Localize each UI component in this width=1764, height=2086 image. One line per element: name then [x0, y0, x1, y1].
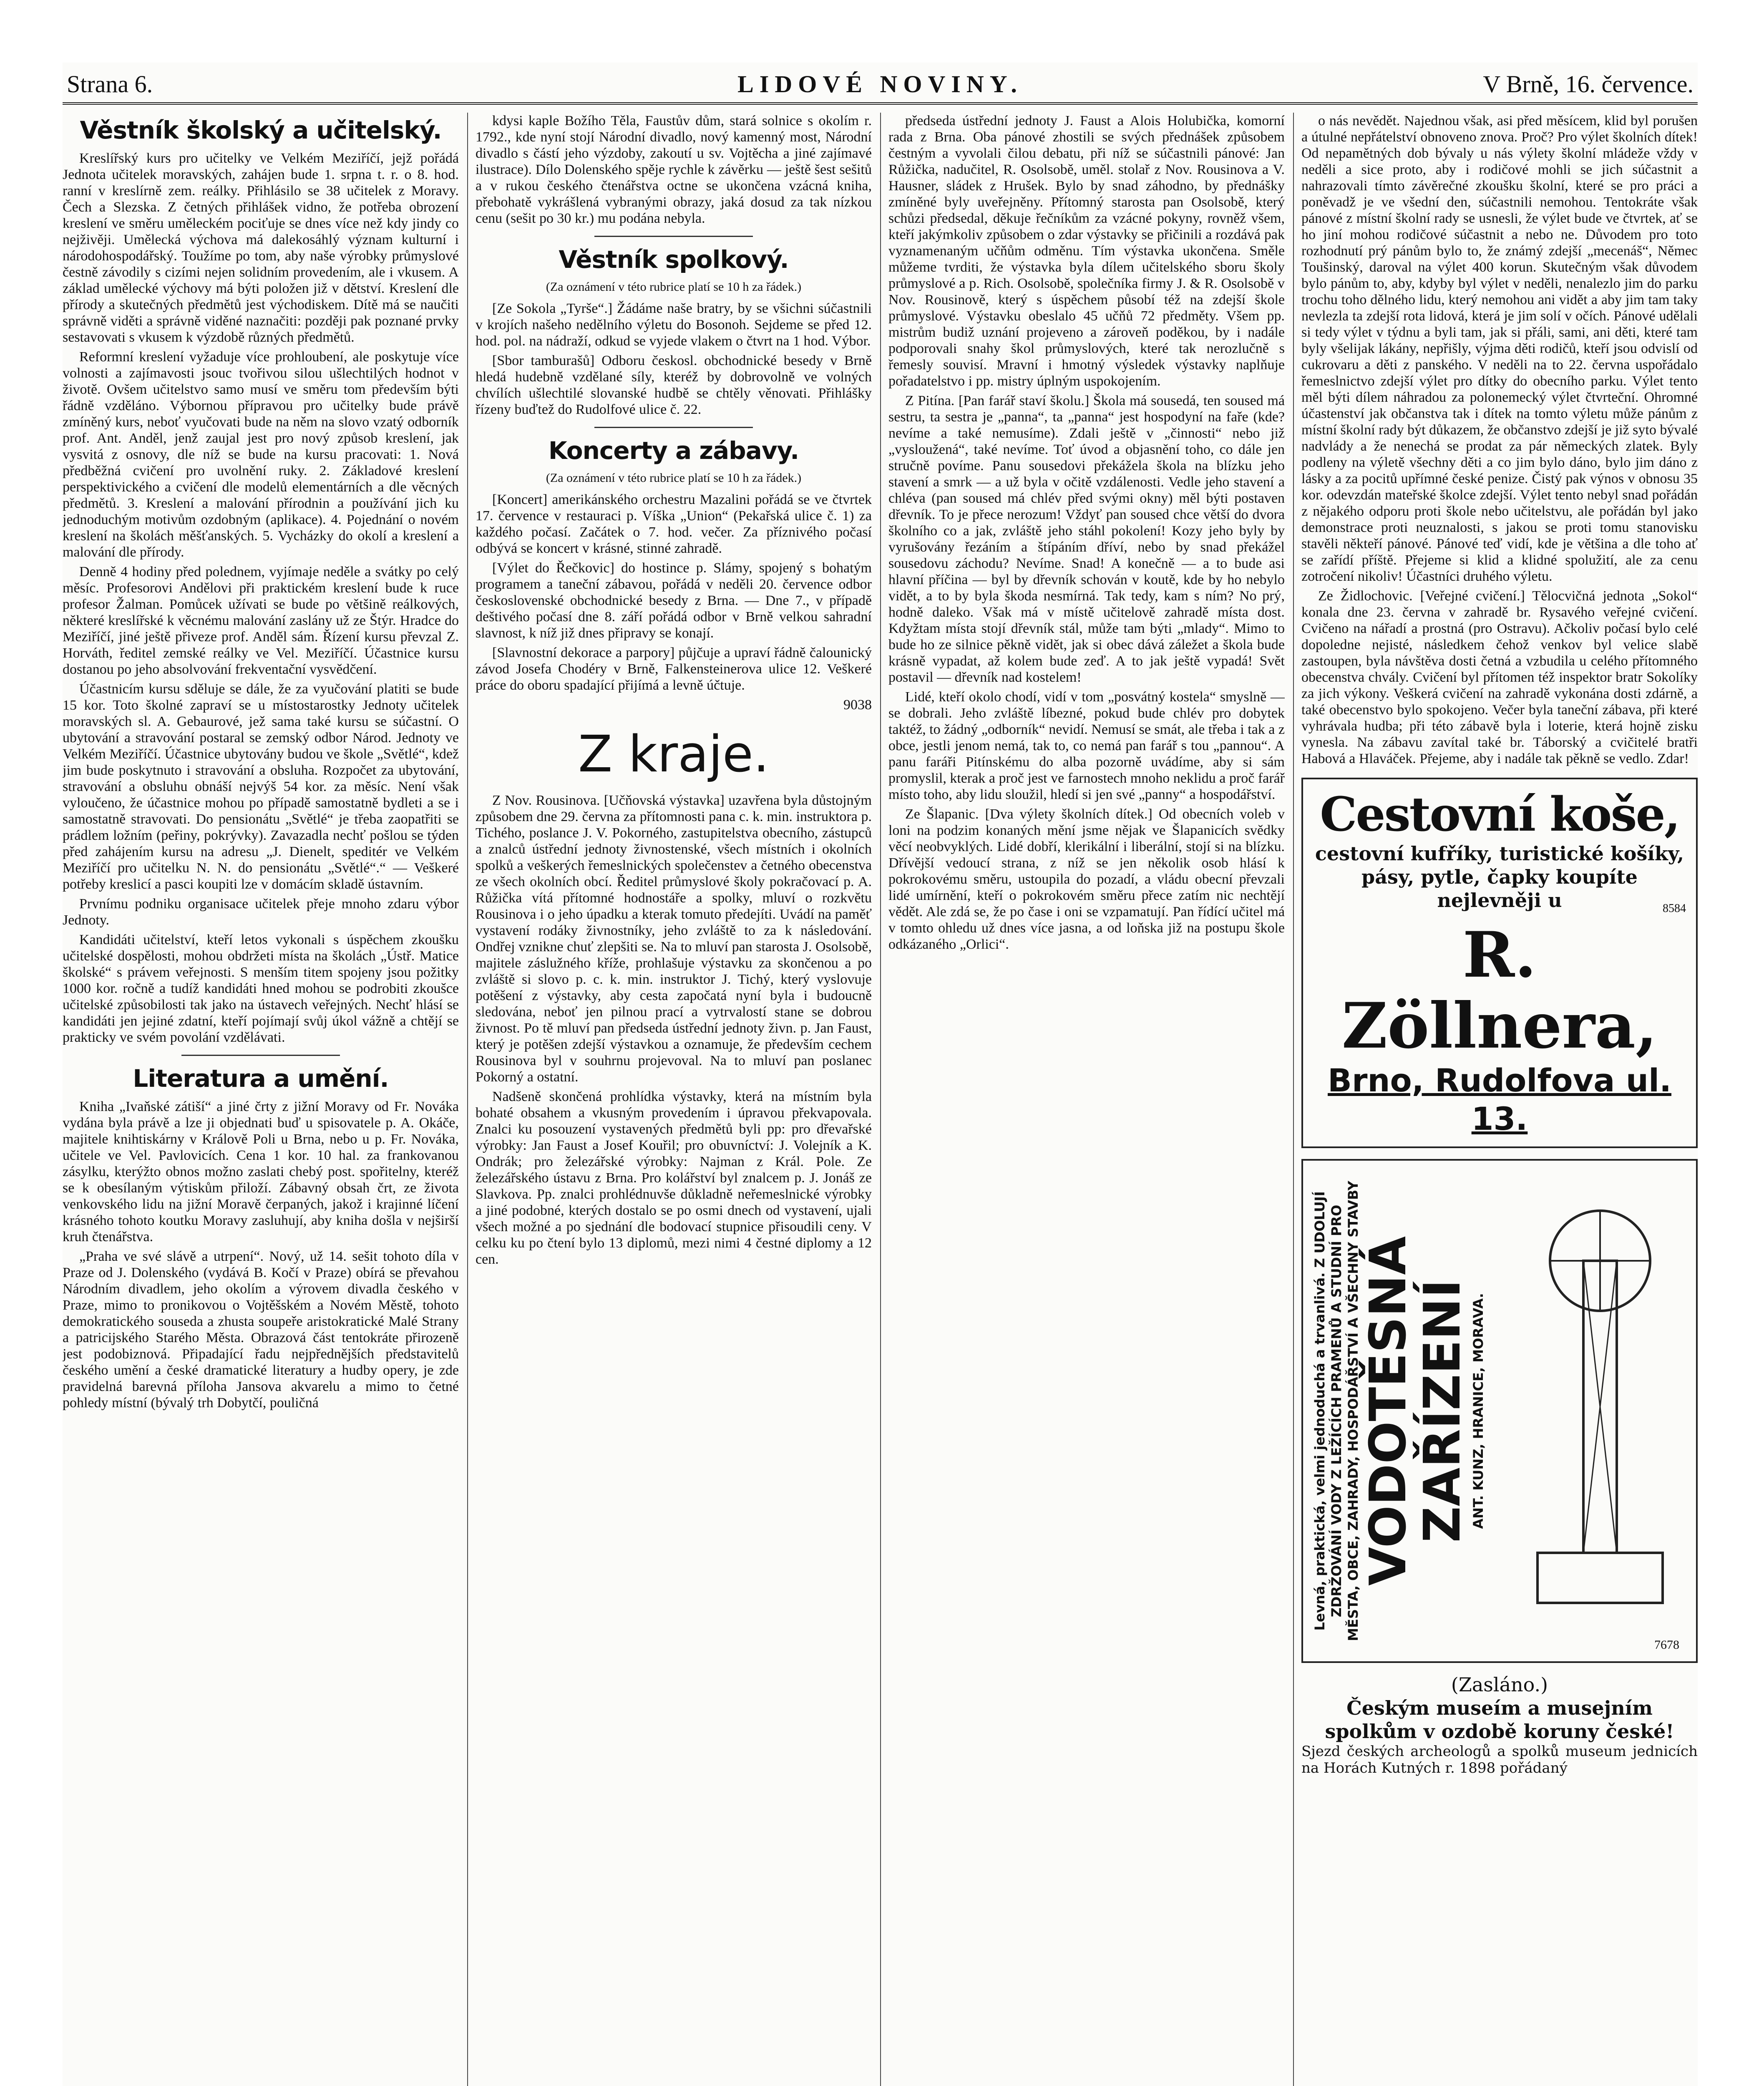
article-paragraph: [Slavnostní dekorace a parpory] půjčuje a upraví řádně čalounický závod Josefa Chodéry v Brně, Falkensteinerova ulice 12. Veškeré práce do oboru spadající přijímá a levně účtuje. [476, 645, 872, 693]
advertisement-waterproof [1301, 1159, 1698, 1663]
ad-brand: R. Zöllnera, [1341, 918, 1658, 1063]
article-paragraph: „Praha ve své slávě a utrpení“. Nový, už 14. sešit tohoto díla v Praze od J. Dolenského (vydává B. Kočí v Praze) obírá se převahou Národním divadlem, jeho okolím a výrovem divadla českého v Praze, mimo to pronikovou o Vojtěšském a Novém Městě, tohoto demokratického souseda a zhusta soupeře aristokratické Malé Strany a patricijského Starého Města. Obrazová část tentokráte přirozeně jest podobiznová. Připadající řadu nejpřednějších představitelů českého umění a české dramatické literatury a hudby opery, je zde pravidelná barevná příloha Jansova akvarelu a mimo to četné pohledy místní (bývalý trh Dobytčí, pouličná [63, 1249, 459, 1411]
article-paragraph: [Sbor tamburašů] Odboru českosl. obchodnické besedy v Brně hledá hudebně vzdělané síly, kteréž by dobrovolně ve volných chvílích ušlechtilé slovanské hudbě se chtěly věnovati. Přihlášky řízeny buďtež do Rudolfové ulice č. 22. [476, 353, 872, 417]
page-header [63, 63, 1698, 105]
separator [594, 427, 753, 428]
article-paragraph: Lidé, kteří okolo chodí, vidí v tom „posvátný kostela“ smyslně — se dobrali. Jeho zvláště líbezné, pokud bude chlév pro dobytek taktéž, to žádný „odborník“ nevidí. Nemusí se smát, ale třeba i tak a z obce, jestli jenom nemá, tak to, co nemá pan farář s tou „pannou“. A panu faráři Pitínskému do alba pozorně uvádíme, aby si sám promyslil, kterak a proč jest ve farnostech mnoho neklidu a proč farář místo toho, aby lidu sloužil, hledí si jen své „panny“ a hospodářství. [888, 689, 1285, 802]
section-note: (Za oznámení v této rubrice platí se 10 h za řádek.) [546, 280, 802, 294]
column-rule [1293, 113, 1294, 2086]
article-paragraph: Kniha „Ivaňské zátiší“ a jiné črty z jižní Moravy od Fr. Nováka vydána byla právě a lze ji objednati buď u spisovatele p. A. Okáče, majitele knihtiskárny v Králově Poli u Brna, nebo u p. Fr. Nováka, učitele ve Vel. Pavlovicích. Cena 1 kor. 10 hal. za frankovanou zásylku, kterýžto obnos možno zaslati chebý post. spořitelny, kteréž se k obesílaným výtiskům přiloží. Zábavný obsah črt, ze života venkovského lidu na jižní Moravě čerpaných, jakož i krajinné líčení krásného tohoto koutku Moravy zasluhují, aby kniha došla v nejširší kruh čtenářstva. [63, 1099, 459, 1245]
article-paragraph: Kreslířský kurs pro učitelky ve Velkém Meziříčí, jejž pořádá Jednota učitelek moravských, zahájen bude 1. srpna t. r. o 8. hod. ranní v kreslírně zem. reálky. Přihlásilo se 38 učitelek z Moravy. Čech a Slezska. Z četných přihlášek vidno, že potřeba obrození kreslení ve směru uměleckém pociťuje se dnes více než kdy jindy co nejživěji. Umělecká výchova má dalekosáhlý význam kulturní i národohospodářský. Toužíme po tom, aby naše výrobky průmyslové čestně závodily s cizími nejen solidním provedením, ale i vkusem. A základ umělecké výchovy má býti položen již v dětství. Kreslení dle přírody a skutečných předmětů jest východiskem. Dítě má se naučiti správně viděti a správně viděné naznačiti: později pak poznané prvky sestavovati s vkusem k výzdobě různých předmětů. [63, 151, 459, 345]
ad-code: 7678 [1654, 1638, 1679, 1652]
windmill-illustration [1512, 1177, 1688, 1636]
column-4 [1301, 113, 1698, 2086]
issue-date: V Brně, 16. července. [1483, 71, 1694, 98]
notice-label: (Zasláno.) [1451, 1673, 1548, 1696]
ad-title: Cestovní koše, [1320, 787, 1679, 842]
article-paragraph: Z Pitína. [Pan farář staví školu.] Škola má sousedá, ten soused má sestru, ta sestra je „panna“, ta „panna“ jest hospodyní na faře (kde? nevíme a také nemusíme). Zdali ještě v „činnosti“ nebo již „vysloužená“, také nevíme. Toť úvod a objasnění toho, co dále jen stručně povíme. Panu sousedovi překážela škola na blízku jeho stavení a smrk — a už byla v očitě vzdálenosti. Vedle jeho stavení a chléva (pan soused má chlév před svými okny) měl býti postaven dřevník. To je přece nerozum! Vždyť pan soused chce větší do dvora školního co a jak, zvláště jeho stáhl pokolení! Kozy jeho byly by vyrušovány řezáním a štípáním dříví, nebo by snad překážel sousedovu záchodu? Nevíme. Snad! A konečně — a to bude asi hlavní příčina — byl by dřevník schován v koutě, kde by ho nebylo vidět, a to by byla škoda nesmírná. Tak tedy, kam s ním? No prý, hodně daleko. Však má v místě učitelově zahradě místa dost. Kdyžtam místa stojí dřevník stál, může tam býti „mlady“. Mimo to bude ho ze silnice pěkně vidět, jak si obec dává záležet a škola bude krásně vypadat, až kolem bude zeď. A to jak ještě vypadá! Svět postavil — dřevník nad kostelem! [888, 393, 1285, 685]
section-title-region: Z kraje. [578, 726, 770, 784]
newspaper-title: LIDOVÉ NOVINY. [737, 71, 1023, 98]
page-number: Strana 6. [67, 71, 153, 98]
ad-vertical-text [1311, 1177, 1487, 1645]
ad-code: 9038 [843, 697, 872, 713]
article-paragraph: Ze Šlapanic. [Dva výlety školních dítek.] Od obecních voleb v loni na podzim konaných mění jsme nějak ve Šlapanicích svědky věcí neobvyklých. Lidé dobří, klerikální i liberální, stojí si na blízku. Dřívější vedoucí strana, z níž se jen několik osob hlásí k pokrokovému směru, ustoupila do pozadí, a vládu obecní převzali lidé umírnění, kteří o pokrokovém směru přece zatím nic nechtějí vědět. Ale zdá se, že po čase i oni se vzpamatují. Pan řídící učitel má v tomto ohledu už dnes více jasna, a od loňska již na postupu škole odkázaného „Orlici“. [888, 806, 1285, 952]
article-paragraph: předseda ústřední jednoty J. Faust a Alois Holubička, komorní rada z Brna. Oba pánové zhostili se svých přednášek způsobem čestným a vyvolali čilou debatu, při níž se súčastnili pánové: Jan Růžička, nadučitel, R. Osolsobě, uměl. stolař z Nov. Rousinova a V. Hausner, sládek z Hrušek. Bylo by snad záhodno, by přednášky zmíněné byly uveřejněny. Přítomný starosta pan Osolsobě, který schůzi předsedal, děkuje řečníkům za vzácné pokyny, rovněž všem, kteří jakýmkoliv způsobem o zdar výstavky se přičinili a rozdává pak vyznamenaným učňům odměnu. Tím výstavka ukončena. Směle můžeme tvrditi, že výstavka byla dílem učitelského sboru školy průmyslové a p. Rich. Osolsobě, společníka firmy J. & R. Osolsobě v Nov. Rousinově, který s úspěchem působí též na zdejší škole průmyslové. Výstavku obeslalo 45 učňů 72 předměty. Všem pp. mistrům budiž uznání projeveno a zároveň poděkou, by i nadále podporovali snahy škol průmyslových, které tak nerozlučně s řemesly souvisí. Mravní i hmotný výsledek výstavky naplňuje pořadatelstvo i pp. mistry úplným uspokojením. [888, 113, 1285, 389]
column-3 [888, 113, 1285, 2086]
article-paragraph: Nadšeně skončená prohlídka výstavky, která na místním byla bohaté obsahem a vkusným provedením i úpravou překvapovala. Znalci ku posouzení vystavených předmětů byli pp: pro dřevařské výrobky: Jan Faust a Josef Kouřil; pro obuvníctví: J. Volejník a K. Ondrák; pro železářské výrobky: Najman z Král. Pole. Ze železářského ústavu z Brna. Pro kolářství byl znalcem p. J. Jonáš ze Slavkova. Pp. znalci prohlédnuvše důkladně neřemeslnické výrobky a jiné podobné, kterých dostalo se po osmi dnech od vystavení, ujali všech možné a po sjednání dle bodovací stupnice přisoudili ceny. V celku ku po čtení bylo 13 diplomů, mezi nimi 4 čestné diplomy a 12 cen. [476, 1089, 872, 1267]
article-paragraph: Kandidáti učitelství, kteří letos vykonali s úspěchem zkoušku učitelské dospělosti, mohou obdržeti místa na školách „Ústř. Matice školské“ s právem veřejnosti. S menším titem spojeny jsou požitky 1000 kor. ročně a tudíž kandidáti hned mohou se podrobiti zkoušce učitelské způsobilosti tak jako na ústavech veřejných. Nechť hlásí se kandidáti jen jejiné zdatní, kteří pojímají svůj úkol vážně a chtějí se prakticky ve svém povolání vzdělávati. [63, 932, 459, 1045]
section-title-literature: Literatura a umění. [133, 1064, 389, 1093]
article-paragraph: Ze Židlochovic. [Veřejné cvičení.] Tělocvičná jednota „Sokol“ konala dne 23. června v zahradě br. Rysavého veřejné cvičení. Cvičeno na nářadí a prostná (pro Ostravu). Ačkoliv počasí bylo celé dopoledne nejisté, následkem čehož venkov byl velice slabě zastoupen, byla návštěva dosti četná a vzbudila u celého přítomného obecenstva chvály. Cvičení byl přítomen též inspektor bratr Sokolíky za jich výkony. Veškerá cvičení na zahradě vykonána dosti zdárně, a také obecenstvo bylo spokojeno. Večer byla taneční zábava, při které vyhrávala hudba; při této zábavě byla i loterie, která hojně zisku vynesla. Na zábavu zavítal také br. Táborský a cvičitelé bratři Habová a Hlaváček. Přejeme, aby i nadále tak pěkně se vedlo. Zdar! [1301, 588, 1698, 766]
notice-museum [1301, 1673, 1698, 1776]
article-paragraph: [Ze Sokola „Tyrše“.] Žádáme naše bratry, by se všichni súčastnili v krojích našeho nedělního výletu do Bosonoh. Sejdeme se před 12. hod. pol. na nádraží, odkud se vyjede vlakem o čtvrt na 1 hod. Výbor. [476, 301, 872, 349]
article-paragraph: Denně 4 hodiny před polednem, vyjímaje neděle a svátky po celý měsíc. Profesorovi Andělovi při praktickém kreslení bude k ruce profesor Žalman. Pomůcek užívati se bude po většině reálkových, některé kreslířské k věcnému malování zaslány už ze Štýr. Hradce do Meziříčí, jiné ještě přiveze prof. Anděl sám. Řízení kursu převzal Z. Horváth, ředitel zemské reálky ve Vel. Meziříčí. Účastnice kursu dostanou po jeho absolvování frekventační vysvědčení. [63, 564, 459, 677]
notice-text: Sjezd českých archeologů a spolků museum jednicích na Horách Kutných r. 1898 pořádaný [1301, 1743, 1698, 1776]
notice-title: Českým museím a musejním spolkům v ozdobě koruny české! [1325, 1697, 1674, 1743]
advertisement-travel-baskets [1301, 778, 1698, 1148]
article-paragraph: [Výlet do Řečkovic] do hostince p. Slámy, spojený s bohatým programem a taneční zábavou, pořádá v neděli 20. července odbor československé obchodnické besedy z Brna. — Dne 7., v případě deštivého počasí dne 8. září pořádá odbor v Brně velkou sahradní slavnost, k níž již dnes připravy se konají. [476, 560, 872, 641]
ad-firm: ANT. KUNZ, HRANICE, MORAVA. [1470, 1293, 1486, 1529]
section-title-clubs: Věstník spolkový. [559, 245, 789, 274]
article-paragraph: Účastnicím kursu sděluje se dále, že za vyučování platiti se bude 15 kor. Toto školné zapraví se u místostarostky Jednoty učitelek moravských sl. A. Gebaurové, jež sama také kursu se súčastní. O ubytování a stravování postaral se zemský odbor Národ. Jednoty ve Velkém Meziříčí. Účastnice ubytovány budou ve škole „Světlé“, kdež jim bude poskytnuto i stravování a obsluha. Rozpočet za ubytování, stravování a obsluhu obnáší nejvýš 54 kor. za měsíc. Není však vyloučeno, že účastnice mohou po případě samostatně bydleti a se i samostatně stravovati. Do pensionátu „Světlé“ je třeba zaopatřiti se prádlem ložním (peřiny, pokrývky). Zavazadla nechť pošlou se týden před zahájením kursu na adresu „J. Dienelt, speditér ve Velkém Meziříčí pro učitelku N. N. do pensionátu „Světlé“.“ — Veškeré potřeby kreslicí a pasci koupiti lze v domácím skladě ústavním. [63, 681, 459, 892]
ad-sub: Levná, praktická, velmi jednoduchá a trvanlivá. Z UDOLUJÍ ZDRŽOVÁNÍ VODY Z LEŽÍCÍCH PRAMENŮ A STUDNÍ PRO MĚSTA, OBCE, ZAHRADY, HOSPODÁŘSTVÍ A VŠECHNY STAVBY [1312, 1181, 1361, 1641]
separator [181, 1055, 340, 1056]
newspaper-page [63, 63, 1698, 2086]
ad-code: 8584 [1663, 902, 1686, 915]
column-rule [467, 113, 468, 2086]
ad-text: cestovní kufříky, turistické košíky, pásy, pytle, čapky koupíte nejlevněji u [1315, 842, 1684, 912]
column-2 [476, 113, 872, 2086]
separator [594, 236, 753, 237]
article-paragraph: [Koncert] amerikánského orchestru Mazalini pořádá se ve čtvrtek 17. července v restauraci p. Víška „Union“ (Pekařská ulice č. 1) za každého počasí. Začátek o 7. hod. večer. Za příznivého počasí odbývá se koncert v krásné, stinné zahradě. [476, 492, 872, 556]
section-title-concerts: Koncerty a zábavy. [548, 436, 799, 465]
article-paragraph: Prvnímu podniku organisace učitelek přeje mnoho zdaru výbor Jednoty. [63, 896, 459, 928]
section-note: (Za oznámení v této rubrice platí se 10 h za řádek.) [546, 471, 802, 485]
article-paragraph: Z Nov. Rousinova. [Učňovská výstavka] uzavřena byla důstojným způsobem dne 29. června za přítomnosti pana c. k. min. instruktora p. Tichého, poslance J. V. Pokorného, zastupitelstva obecního, zástupců a znalců ústřední jednoty živnostenské, všech místních i okolních spolků a veškerých řemeslnických společenstev a četného obecenstva ze všech okolních obcí. Ředitel průmyslové školy pokračovací p. A. Růžička vítá přítomné hodnostáře a spolky, mluví o rozkvětu Rousinova i o jeho úpadku a kterak tomuto předejíti. Uvádí na paměť vystavení rodáky živnostníky, jeho zvláště to za k následování. Ondřej vznikne chuť zlepšiti se. Na to mluví pan starosta J. Osolsobě, majitele záslužného kříže, prohlašuje výstavku za skončenou a po zvláště si slovo p. c. k. min. instruktor J. Tichý, který vyslovuje potěšení z výstavky, aby cesta započatá nyní byla i budoucně sledována, neboť jen pilnou prací a vytrvalostí stane se dobrou živnost. Po tě mluví pan předseda ústřední jednoty živn. p. Jan Faust, který je potěšen zdejší výstavkou a oznamuje, že především cechem Rousinova byl v souhrnu projevoval. Na to mluví pan poslanec Pokorný a ostatní. [476, 793, 872, 1085]
ad-address: Brno, Rudolfova ul. 13. [1328, 1062, 1671, 1137]
column-rule [880, 113, 881, 2086]
article-paragraph: Reformní kreslení vyžaduje více prohloubení, ale poskytuje více volnosti a zajímavosti jsouc tvořivou silou ušlechtilých hodnot v životě. Ovšem učitelstvo samo musí ve směru tom především býti řádně vzděláno. Výbornou přípravou pro učitelky bude právě zmíněný kurs, neboť vyučovati bude na něm na slovo vzatý odborník prof. Ant. Anděl, jenž zaujal jest pro nový způsob kreslení, jak vysvitá z osnovy, dle níž se bude na kursu pracovati: 1. Nová předběžná cvičení pro uvolnění ruky. 2. Základové kreslení perspektivického a cvičení dle modelů elementárních a dle věcných předmětů. 3. Kreslení a malování přírodnin a používání jich ku jednoduchým motivům ozdobným (aplikace). 4. Pojednání o novém kreslení na školách měšťanských. 5. Vycházky do okolí a kreslení a malování dle přírody. [63, 349, 459, 560]
article-paragraph: kdysi kaple Božího Těla, Faustův dům, stará solnice s okolím r. 1792., kde nyní stojí Národní divadlo, nový kamenný most, Národní divadlo s částí jeho výzdoby, zakoutí u sv. Vojtěcha a jiné zajímavé ilustrace). Dílo Dolenského spěje rychle k závěrku — ještě šest sešitů a v rukou českého čtenářstva octne se ukončena vzácná kniha, přebohatě vykrášlená vybranými obrazy, jaká dosud za tak nízkou cenu (sešit po 30 kr.) mu podána nebyla. [476, 113, 872, 226]
column-1 [63, 113, 459, 2086]
article-paragraph: o nás nevědět. Najednou však, asi před měsícem, klid byl porušen a útulné nepřátelství obnoveno znova. Proč? Pro výlet školních dítek! Od nepamětných dob bývaly u nás výlety školní mládeže vždy v neděli a sice proto, aby i rodičové mohli se jich súčastnit a nahrazovali tímto závěrečné zkoušku školní, které se pro práci a poněvadž je ve všední den, súčastnili nemohou. Tentokráte však pánové z místní školní rady se usnesli, že výlet bude ve čtvrtek, ať se ho jiní mohou rodičové súčastnit a nebo ne. Důvodem pro toto rozhodnutí prý pánům bylo to, že známý zdejší „mecenáš“, Němec Toušinský, daroval na výlet 400 korun. Skutečným však důvodem bylo pánům to, aby, kdyby byl výlet v neděli, nenalezlo jim do parku trochu toho dělného lidu, který nemohou ani vidět a aby jim tam taky nevlezla ta zdejší rota lidová, která je jim solí v očích. Pánové udělali si tedy výlet v týdnu a byli tam, jak si přáli, sami, ani děti, které tam byly všelijak lákány, nepřišly, výjma děti rodičů, kteří jsou odvislí od cukrovaru a děti z panského. V neděli na to 22. června uspořádalo řemeslnictvo zdejší výlet pro dítky do obecního parku. Výlet tento měl býti dílem náhradou za polonemecký výlet čtvrteční. Ohromné účastenství jak občanstva tak i dítek na tomto výletu může pánům z místní školní rady být důkazem, že občanstvo zdejší je již syto bývalé nadvlády a že nenechá se prodat za pár německých zlatek. Byly podleny na výletě všechny děti a co jim bylo dáno, bylo jim dáno z lásky a za pocitů upřímné české penize. Čistý pak výnos v obnosu 35 kor. odevzdán mateřské školce zdejší. Výlet tento nebyl snad pořádán z nějakého odporu proti škole nebo učitelstvu, ale pořádán byl jako demonstrace proti neuznalosti, s jakou se proti tomu stanovisku stavěli někteří pánové. Pánové teď vidí, kde je většina a dle toho ať se zařídí příště. Přejeme si klid a klidné spolužití, ale za cenu zotročení nikoliv! Účastníci druhého výletu. [1301, 113, 1698, 584]
section-title-school: Věstník školský a učitelský. [80, 116, 442, 144]
ad-title: VODOTĚSNÁ ZAŘÍZENÍ [1359, 1236, 1472, 1586]
